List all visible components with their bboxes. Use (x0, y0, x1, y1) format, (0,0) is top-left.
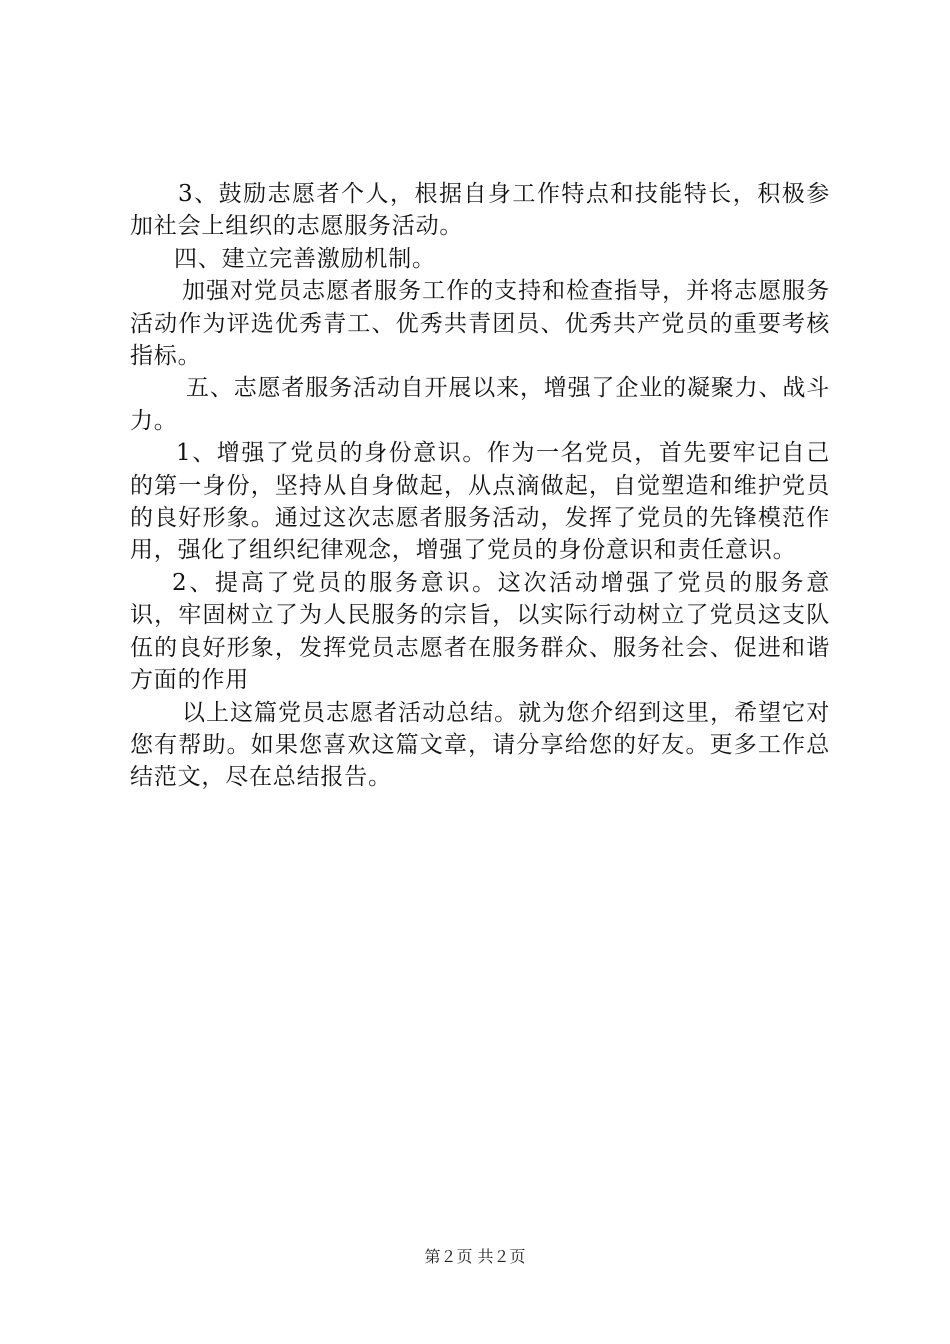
paragraph-3: 加强对党员志愿者服务工作的支持和检查指导，并将志愿服务活动作为评选优秀青工、优秀共青团员、优秀共产党员的重要考核指标。 (130, 278, 830, 370)
paragraph-4: 五、志愿者服务活动自开展以来，增强了企业的凝聚力、战斗力。 (130, 375, 830, 434)
paragraph-2: 四、建立完善激励机制。 (174, 245, 436, 272)
page-footer: 第２页 共２页 (424, 1247, 526, 1266)
paragraph-6: 2、提高了党员的服务意识。这次活动增强了党员的服务意识，牢固树立了为人民服务的宗旨，以实际行动树立了党员这支队伍的良好形象，发挥党员志愿者在服务群众、服务社会、促进和谐方面的作用 (130, 569, 830, 694)
paragraph-5: 1、增强了党员的身份意识。作为一名党员，首先要牢记自己的第一身份，坚持从自身做起，从点滴做起，自觉塑造和维护党员的良好形象。通过这次志愿者服务活动，发挥了党员的先锋模范作用，强化了组织纪律观念，增强了党员的身份意识和责任意识。 (130, 440, 830, 564)
paragraph-1: 3、鼓励志愿者个人，根据自身工作特点和技能特长，积极参加社会上组织的志愿服务活动。 (130, 181, 830, 240)
paragraph-7: 以上这篇党员志愿者活动总结。就为您介绍到这里，希望它对您有帮助。如果您喜欢这篇文章，请分享给您的好友。更多工作总结范文，尽在总结报告。 (130, 699, 830, 791)
document-body (130, 178, 830, 794)
